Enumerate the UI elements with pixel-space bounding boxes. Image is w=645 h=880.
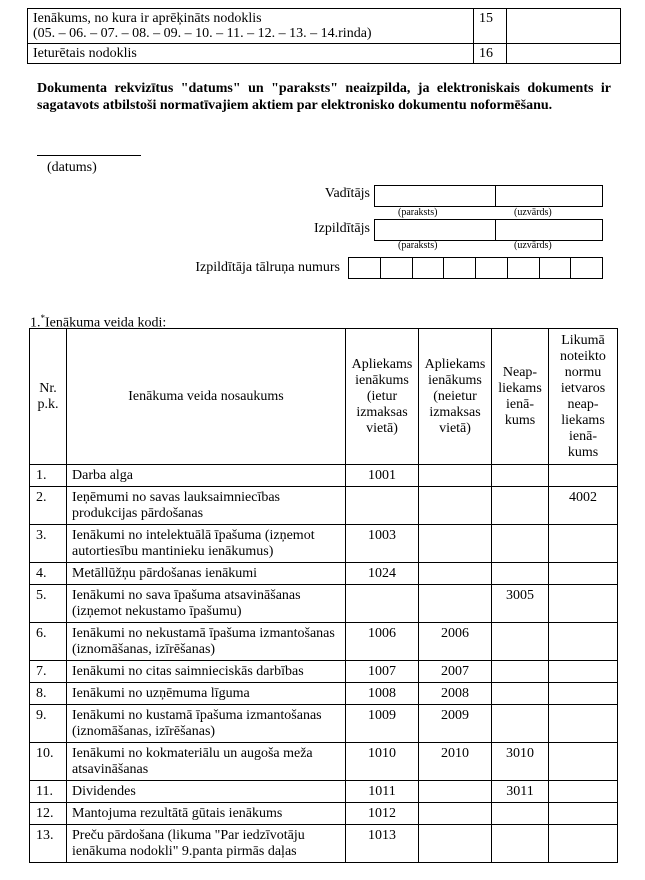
header-taxable-not-at-source — [419, 329, 492, 465]
code-non-taxable-within-norms-cell — [549, 781, 618, 803]
header-non-taxable — [492, 329, 549, 465]
header-line: Apliekams — [424, 356, 486, 372]
table-row — [30, 465, 618, 487]
header-line: ienākums — [355, 372, 409, 388]
code-non-taxable-within-norms-cell — [549, 705, 618, 743]
row-number-cell: 5. — [30, 585, 67, 623]
code-taxable-not-at-source-cell — [419, 781, 492, 803]
income-name-cell: Mantojuma rezultātā gūtais ienākums — [67, 803, 346, 825]
code-taxable-not-at-source-cell: 2007 — [419, 661, 492, 683]
row-number-cell: 3. — [30, 525, 67, 563]
manager-label: Vadītājs — [324, 186, 370, 201]
summary-table — [27, 8, 621, 64]
code-non-taxable-cell: 3010 — [492, 743, 549, 781]
surname-caption: (uzvārds) — [514, 240, 552, 251]
row-number-cell: 9. — [30, 705, 67, 743]
code-taxable-not-at-source-cell: 2006 — [419, 623, 492, 661]
row-label — [28, 9, 474, 44]
executor-signature-field[interactable] — [374, 219, 603, 241]
header-line: neap- — [567, 396, 599, 412]
table-row — [30, 525, 618, 563]
table-header-row — [30, 329, 618, 465]
note-paragraph: Dokumenta rekvizītus "datums" un "paraksts" neaizpilda, ja elektroniskais dokuments ir sagatavots atbilstoši normatīvajiem aktiem par elektronisko dokumentu noformēšanu. — [37, 81, 611, 113]
header-name: Ienākuma veida nosaukums — [67, 329, 346, 465]
code-non-taxable-cell — [492, 487, 549, 525]
footnote-marker: * — [40, 313, 45, 323]
header-line: Neap- — [502, 364, 538, 380]
code-taxable-at-source-cell — [346, 585, 419, 623]
header-line: izmaksas — [429, 404, 481, 420]
header-line: vietā) — [439, 420, 471, 436]
code-non-taxable-cell: 3011 — [492, 781, 549, 803]
code-non-taxable-cell — [492, 661, 549, 683]
row-label-line: Ienākums, no kura ir aprēķināts nodoklis — [33, 11, 262, 26]
code-taxable-at-source-cell: 1008 — [346, 683, 419, 705]
code-non-taxable-cell — [492, 525, 549, 563]
header-line: vietā) — [366, 420, 398, 436]
table-row — [30, 585, 618, 623]
code-taxable-at-source-cell: 1012 — [346, 803, 419, 825]
row-number-cell: 6. — [30, 623, 67, 661]
surname-caption: (uzvārds) — [514, 207, 552, 218]
income-name-cell: Ienākumi no kokmateriālu un augoša meža atsavināšanas — [67, 743, 346, 781]
code-non-taxable-within-norms-cell — [549, 661, 618, 683]
header-line: (neietur — [433, 388, 477, 404]
code-taxable-at-source-cell: 1011 — [346, 781, 419, 803]
table-row — [30, 781, 618, 803]
income-name-cell: Dividendes — [67, 781, 346, 803]
code-taxable-at-source-cell: 1024 — [346, 563, 419, 585]
code-non-taxable-within-norms-cell — [549, 585, 618, 623]
header-line: Likumā — [561, 332, 605, 348]
digit-cell[interactable] — [349, 258, 381, 278]
code-taxable-not-at-source-cell: 2009 — [419, 705, 492, 743]
date-label: (datums) — [47, 160, 97, 175]
value-cell[interactable] — [507, 44, 621, 64]
header-line: ienā- — [569, 428, 597, 444]
row-number-cell: 4. — [30, 563, 67, 585]
section-number: 1. — [30, 315, 41, 331]
digit-cell[interactable] — [413, 258, 445, 278]
header-line: noteikto — [560, 348, 606, 364]
table-row — [28, 44, 621, 64]
code-taxable-not-at-source-cell — [419, 487, 492, 525]
header-nr — [30, 329, 67, 465]
code-taxable-not-at-source-cell — [419, 585, 492, 623]
code-taxable-at-source-cell: 1001 — [346, 465, 419, 487]
phone-label: Izpildītāja tālruņa numurs — [195, 260, 340, 275]
code-taxable-at-source-cell: 1013 — [346, 825, 419, 863]
income-name-cell: Ienākumi no intelektuālā īpašuma (izņemot autortiesību mantinieku ienākumus) — [67, 525, 346, 563]
code-taxable-not-at-source-cell: 2010 — [419, 743, 492, 781]
row-number-cell: 7. — [30, 661, 67, 683]
header-line: ietvaros — [560, 380, 606, 396]
header-line: liekams — [498, 380, 542, 396]
header-taxable-at-source — [346, 329, 419, 465]
header-line: Nr. — [39, 380, 57, 396]
digit-cell[interactable] — [381, 258, 413, 278]
row-number-cell: 1. — [30, 465, 67, 487]
code-non-taxable-cell — [492, 683, 549, 705]
digit-cell[interactable] — [571, 258, 602, 278]
table-row — [30, 705, 618, 743]
code-non-taxable-cell — [492, 623, 549, 661]
code-taxable-at-source-cell: 1006 — [346, 623, 419, 661]
table-row — [30, 661, 618, 683]
digit-cell[interactable] — [444, 258, 476, 278]
income-name-cell: Ienākumi no kustamā īpašuma izmantošanas (iznomāšanas, izīrēšanas) — [67, 705, 346, 743]
code-taxable-at-source-cell: 1010 — [346, 743, 419, 781]
row-number-cell: 12. — [30, 803, 67, 825]
code-non-taxable-within-norms-cell: 4002 — [549, 487, 618, 525]
income-codes-table — [29, 328, 618, 863]
date-line[interactable] — [37, 155, 141, 156]
code-taxable-at-source-cell: 1007 — [346, 661, 419, 683]
value-cell[interactable] — [507, 9, 621, 44]
digit-cell[interactable] — [476, 258, 508, 278]
field-divider — [495, 186, 496, 206]
code-non-taxable-within-norms-cell — [549, 803, 618, 825]
row-number-cell: 8. — [30, 683, 67, 705]
header-non-taxable-within-norms — [549, 329, 618, 465]
manager-signature-field[interactable] — [374, 185, 603, 207]
code-taxable-at-source-cell — [346, 487, 419, 525]
row-number-cell: 13. — [30, 825, 67, 863]
code-non-taxable-within-norms-cell — [549, 563, 618, 585]
header-line: liekams — [561, 412, 605, 428]
income-name-cell: Ienākumi no sava īpašuma atsavināšanas (izņemot nekustamo īpašumu) — [67, 585, 346, 623]
row-number-cell: 11. — [30, 781, 67, 803]
executor-label: Izpildītājs — [314, 221, 370, 236]
income-name-cell: Ienākumi no nekustamā īpašuma izmantošanas (iznomāšanas, izīrēšanas) — [67, 623, 346, 661]
digit-cell[interactable] — [508, 258, 540, 278]
code-taxable-at-source-cell: 1003 — [346, 525, 419, 563]
table-row — [30, 623, 618, 661]
code-taxable-at-source-cell: 1009 — [346, 705, 419, 743]
header-line: (ietur — [366, 388, 398, 404]
digit-cell[interactable] — [540, 258, 572, 278]
row-number: 15 — [474, 9, 507, 44]
table-row — [30, 563, 618, 585]
code-non-taxable-cell — [492, 465, 549, 487]
code-non-taxable-cell — [492, 803, 549, 825]
sign-caption: (paraksts) — [398, 207, 438, 218]
code-non-taxable-cell — [492, 705, 549, 743]
header-line: kums — [567, 444, 599, 460]
table-row — [28, 9, 621, 44]
field-divider — [495, 220, 496, 240]
row-label: Ieturētais nodoklis — [28, 44, 474, 64]
table-row — [30, 487, 618, 525]
income-name-cell: Ieņēmumi no savas lauksaimniecības produkcijas pārdošanas — [67, 487, 346, 525]
code-taxable-not-at-source-cell — [419, 803, 492, 825]
code-non-taxable-within-norms-cell — [549, 465, 618, 487]
code-non-taxable-within-norms-cell — [549, 825, 618, 863]
table-row — [30, 683, 618, 705]
phone-number-field[interactable] — [348, 257, 603, 279]
code-taxable-not-at-source-cell — [419, 465, 492, 487]
header-line: kums — [504, 412, 536, 428]
code-taxable-not-at-source-cell — [419, 525, 492, 563]
header-line: Apliekams — [351, 356, 413, 372]
section-title-text: Ienākuma veida kodi: — [45, 315, 167, 331]
income-name-cell: Ienākumi no uzņēmuma līguma — [67, 683, 346, 705]
row-number: 16 — [474, 44, 507, 64]
code-taxable-not-at-source-cell: 2008 — [419, 683, 492, 705]
code-non-taxable-within-norms-cell — [549, 623, 618, 661]
income-name-cell: Metāllūžņu pārdošanas ienākumi — [67, 563, 346, 585]
code-non-taxable-within-norms-cell — [549, 743, 618, 781]
table-row — [30, 825, 618, 863]
sign-caption: (paraksts) — [398, 240, 438, 251]
table-row — [30, 803, 618, 825]
code-non-taxable-within-norms-cell — [549, 525, 618, 563]
header-line: ienākums — [428, 372, 482, 388]
income-name-cell: Darba alga — [67, 465, 346, 487]
code-non-taxable-within-norms-cell — [549, 683, 618, 705]
table-row — [30, 743, 618, 781]
code-taxable-not-at-source-cell — [419, 825, 492, 863]
income-name-cell: Ienākumi no citas saimnieciskās darbības — [67, 661, 346, 683]
income-name-cell: Preču pārdošana (likuma "Par iedzīvotāju ienākuma nodokli" 9.panta pirmās daļas — [67, 825, 346, 863]
row-number-cell: 2. — [30, 487, 67, 525]
code-non-taxable-cell — [492, 563, 549, 585]
header-line: izmaksas — [356, 404, 408, 420]
code-non-taxable-cell: 3005 — [492, 585, 549, 623]
income-rows — [30, 465, 618, 863]
code-taxable-not-at-source-cell — [419, 563, 492, 585]
row-label-line: (05. – 06. – 07. – 08. – 09. – 10. – 11. – 12. – 13. – 14.rinda) — [33, 26, 372, 41]
header-line: normu — [564, 364, 602, 380]
row-number-cell: 10. — [30, 743, 67, 781]
header-line: p.k. — [37, 396, 59, 412]
header-line: ienā- — [506, 396, 534, 412]
code-non-taxable-cell — [492, 825, 549, 863]
